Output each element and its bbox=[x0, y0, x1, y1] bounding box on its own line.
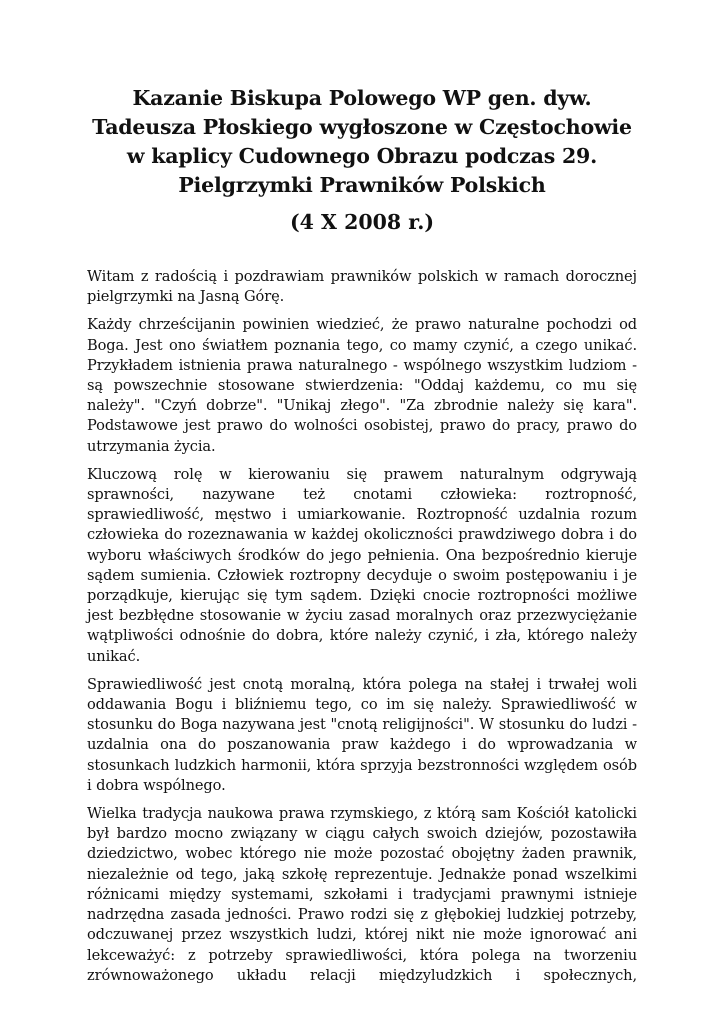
document-date: (4 X 2008 r.) bbox=[289, 210, 435, 234]
document-title: Kazanie Biskupa Polowego WP gen. dyw. Tadeusza Płoskiego wygłoszone w Częstochowie w kaplicy Cudownego Obrazu podczas 29. Pielgrzymki Prawników Polskich bbox=[92, 86, 632, 197]
paragraph-roman-law: Wielka tradycja naukowa prawa rzymskiego, z którą sam Kościół katolicki był bardzo mocno związany w ciągu całych swoich dziejów, pozostawiła dziedzictwo, wobec którego nie może pozostać obojętny żaden prawnik, niezależnie od tego, jaką szkołę reprezentuje. Jednakże ponad wszelkimi różnicami między systemami, szkołami i tradycjami prawnymi istnieje nadrzędna zasada jedności. Prawo rodzi się z głębokiej ludzkiej potrzeby, odczuwanej przez wszystkich ludzi, której nikt nie może ignorować ani lekceważyć: z potrzeby sprawiedliwości, która polega na tworzeniu zrównoważonego układu relacji międzyludzkich i społecznych, bbox=[87, 805, 637, 984]
paragraph-natural-law: Każdy chrześcijanin powinien wiedzieć, że prawo naturalne pochodzi od Boga. Jest ono światłem poznania tego, co mamy czynić, a czego unikać. Przykładem istnienia prawa naturalnego - wspólnego wszystkim ludziom - są powszechnie stosowane stwierdzenia: "Oddaj każdemu, co mu się należy". "Czyń dobrze". "Unikaj złego". "Za zbrodnie należy się kara". Podstawowe jest prawo do wolności osobistej, prawo do pracy, prawo do utrzymania życia. bbox=[87, 316, 637, 455]
paragraph-justice: Sprawiedliwość jest cnotą moralną, która polega na stałej i trwałej woli oddawania Bogu i bliźniemu tego, co im się należy. Sprawiedliwość w stosunku do Boga nazywana jest "cnotą religijności". W stosunku do ludzi - uzdalnia ona do poszanowania praw każdego i do wprowadzania w stosunkach ludzkich harmonii, która sprzyja bezstronności względem osób i dobra wspólnego. bbox=[87, 675, 637, 794]
paragraph-greeting: Witam z radością i pozdrawiam prawników polskich w ramach dorocznej pielgrzymki na Jasną Górę. bbox=[87, 268, 637, 306]
paragraph-virtues-prudence: Kluczową rolę w kierowaniu się prawem naturalnym odgrywają sprawności, nazywane też cnotami człowieka: roztropność, sprawiedliwość, męstwo i umiarkowanie. Roztropność uzdalnia rozum człowieka do rozeznawania w każdej okoliczności prawdziwego dobra i do wyboru właściwych środków do jego pełnienia. Ona bezpośrednio kieruje sądem sumienia. Człowiek roztropny decyduje o swoim postępowaniu i je porządkuje, kierując się tym sądem. Dzięki cnocie roztropności możliwe jest bezbłędne stosowanie w życiu zasad moralnych oraz przezwyciężanie wątpliwości odnośnie do dobra, które należy czynić, i zła, którego należy unikać. bbox=[87, 465, 637, 665]
document-body bbox=[87, 267, 637, 986]
